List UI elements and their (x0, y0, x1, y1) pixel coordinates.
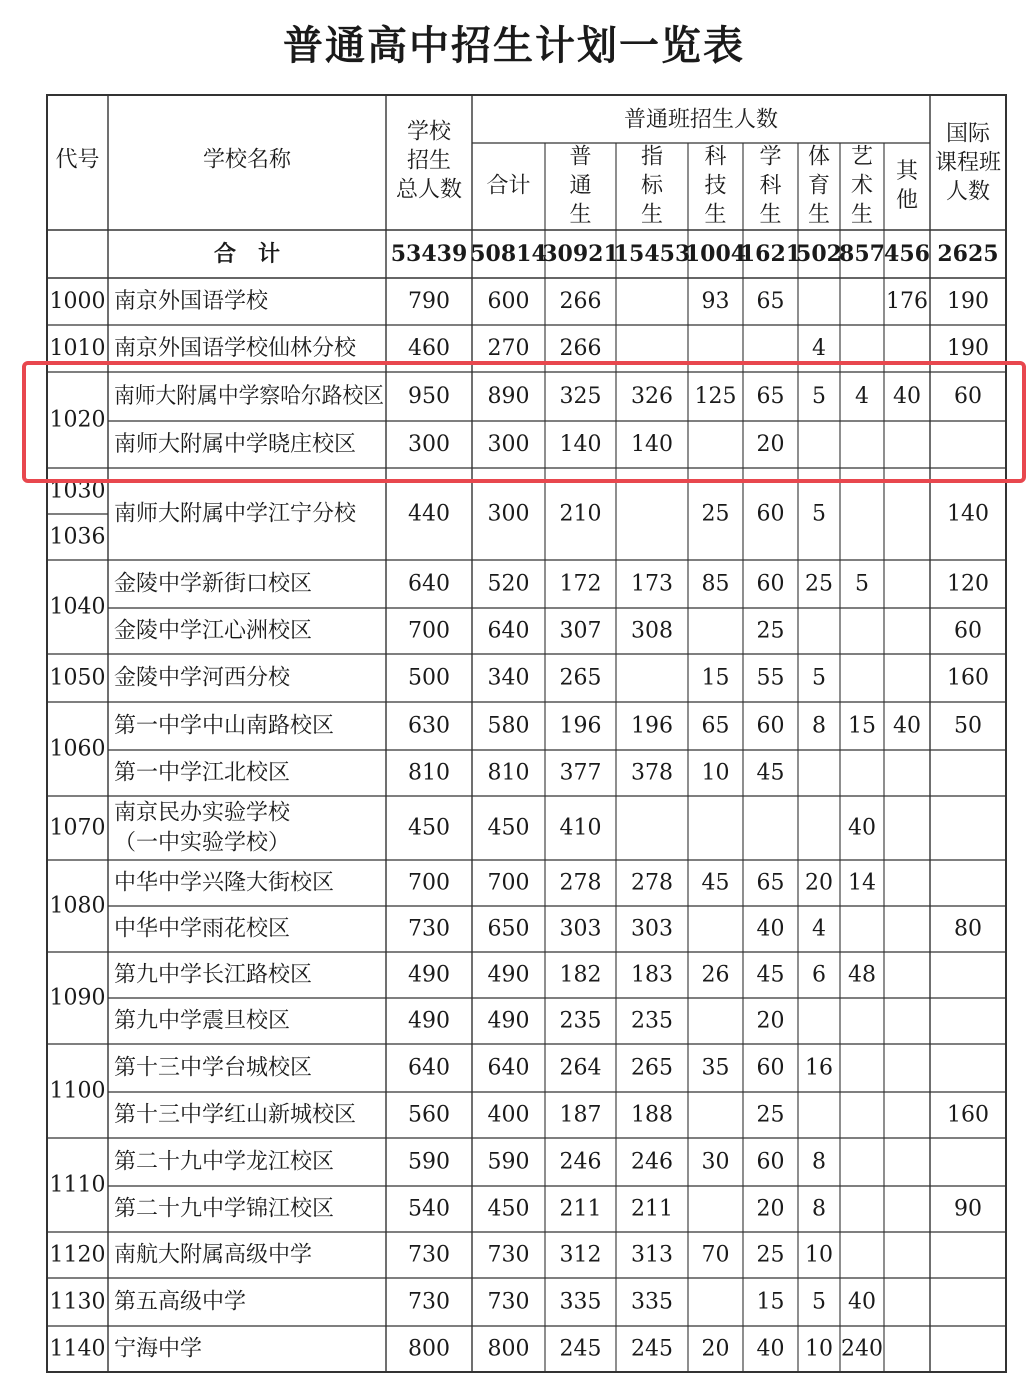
header-sub-line: 术 (850, 173, 874, 199)
row-value: 25 (756, 1242, 785, 1268)
row-value: 45 (756, 962, 785, 988)
sum-value: 50814 (470, 241, 547, 267)
row-value: 60 (756, 713, 785, 739)
header-sub-line: 艺 (850, 144, 874, 170)
row-school-name: 金陵中学河西分校 (114, 665, 291, 691)
header-sub-line: 技 (704, 173, 727, 199)
row-code: 1010 (49, 336, 106, 361)
row-value: 520 (487, 571, 530, 597)
row-value: 120 (947, 571, 989, 597)
row-value: 265 (559, 665, 602, 691)
header-regular-group: 普通班招生人数 (623, 107, 779, 133)
row-code: 1080 (49, 893, 106, 919)
row-value: 303 (631, 916, 673, 942)
row-value: 300 (487, 501, 530, 527)
row-school-name: 南航大附属高级中学 (114, 1242, 313, 1268)
row-value: 26 (701, 962, 730, 988)
row-value: 450 (487, 815, 530, 841)
row-value: 800 (487, 1336, 530, 1362)
header-sub-line: 其 (895, 159, 919, 184)
row-school-name: 南师大附属中学察哈尔路校区 (114, 384, 384, 409)
row-value: 173 (631, 571, 673, 597)
row-school-name: 第二十九中学锦江校区 (114, 1196, 335, 1222)
row-value: 950 (408, 384, 450, 409)
header-code: 代号 (55, 147, 100, 173)
sum-value: 456 (884, 241, 930, 267)
row-value: 650 (487, 916, 530, 942)
row-value: 730 (408, 916, 450, 942)
row-value: 8 (812, 1196, 826, 1222)
row-value: 35 (701, 1055, 730, 1081)
row-value: 235 (559, 1008, 602, 1034)
row-value: 245 (559, 1336, 602, 1362)
row-value: 264 (559, 1055, 602, 1081)
row-code: 1030 (49, 478, 106, 504)
row-code: 1020 (49, 407, 106, 433)
row-school-name: 南京外国语学校仙林分校 (114, 336, 357, 361)
header-sub-line: 生 (759, 202, 782, 228)
row-value: 303 (559, 916, 602, 942)
header-sub-line: 学 (759, 144, 782, 170)
header-total-line: 招生 (406, 148, 452, 174)
row-value: 25 (756, 618, 785, 644)
row-value: 10 (701, 760, 730, 786)
row-value: 50 (954, 713, 982, 739)
row-code: 1140 (49, 1336, 106, 1362)
row-value: 450 (487, 1196, 530, 1222)
header-sub-line: 生 (850, 202, 874, 228)
row-value: 460 (408, 336, 450, 361)
row-school-name: 南师大附属中学江宁分校 (114, 501, 357, 527)
row-value: 14 (848, 870, 876, 896)
row-value: 246 (631, 1149, 673, 1175)
row-value: 45 (701, 870, 730, 896)
row-value: 490 (487, 962, 530, 988)
row-value: 5 (812, 665, 826, 691)
row-value: 540 (408, 1196, 450, 1222)
row-value: 187 (559, 1102, 602, 1128)
row-value: 450 (408, 815, 450, 841)
row-value: 640 (487, 618, 530, 644)
row-value: 16 (805, 1055, 833, 1081)
row-school-name: 中华中学雨花校区 (114, 916, 291, 942)
row-value: 378 (631, 760, 673, 786)
row-value: 30 (701, 1149, 730, 1175)
row-value: 278 (631, 870, 673, 896)
row-value: 270 (487, 336, 530, 361)
row-value: 335 (559, 1289, 602, 1315)
header-sub-line: 体 (807, 144, 831, 170)
row-value: 700 (408, 870, 450, 896)
row-value: 600 (487, 289, 530, 314)
header-school-name: 学校名称 (202, 147, 292, 173)
row-value: 60 (756, 1055, 785, 1081)
row-value: 25 (805, 571, 833, 597)
row-value: 20 (756, 1196, 785, 1222)
row-value: 790 (408, 289, 450, 314)
row-value: 490 (408, 962, 450, 988)
row-value: 490 (487, 1008, 530, 1034)
header-sub-line: 他 (895, 188, 919, 213)
header-total-line: 学校 (406, 119, 452, 145)
row-value: 5 (812, 1289, 826, 1315)
header-total-line: 总人数 (395, 177, 463, 203)
header-sub-line: 生 (569, 202, 592, 228)
row-code: 1050 (49, 665, 106, 691)
row-value: 60 (954, 384, 982, 409)
header-sub-line: 科 (759, 173, 782, 199)
row-school-name: 第十三中学红山新城校区 (114, 1102, 357, 1128)
row-value: 266 (559, 289, 602, 314)
row-value: 335 (631, 1289, 673, 1315)
row-value: 307 (559, 618, 602, 644)
row-value: 182 (559, 962, 602, 988)
row-value: 40 (756, 1336, 785, 1362)
row-value: 246 (559, 1149, 602, 1175)
row-value: 48 (848, 962, 876, 988)
header-sub-line: 标 (640, 173, 664, 199)
row-value: 730 (487, 1289, 530, 1315)
row-school-name: 第一中学中山南路校区 (114, 713, 335, 739)
row-value: 60 (954, 618, 982, 644)
row-value: 55 (756, 665, 785, 691)
row-value: 10 (805, 1336, 833, 1362)
row-value: 176 (886, 289, 928, 314)
row-value: 211 (559, 1196, 602, 1222)
row-value: 8 (812, 713, 826, 739)
row-value: 211 (631, 1196, 673, 1222)
row-value: 190 (947, 336, 989, 361)
header-sub-line: 科 (704, 144, 727, 170)
row-value: 325 (559, 384, 602, 409)
row-value: 266 (559, 336, 602, 361)
row-value: 20 (701, 1336, 730, 1362)
header-sub-line: 通 (569, 173, 592, 199)
row-value: 172 (559, 571, 602, 597)
row-value: 196 (631, 713, 673, 739)
row-value: 65 (756, 289, 785, 314)
header-sub-line: 普 (569, 144, 592, 170)
row-value: 410 (559, 815, 602, 841)
row-school-name: 第一中学江北校区 (114, 760, 291, 786)
row-value: 40 (848, 815, 876, 841)
page-title: 普通高中招生计划一览表 (283, 22, 745, 69)
sum-value: 15453 (613, 241, 691, 267)
row-value: 265 (631, 1055, 673, 1081)
row-school-name: 南京民办实验学校 (114, 800, 291, 826)
row-code: 1036 (49, 524, 106, 550)
sum-value: 53439 (390, 241, 468, 267)
row-school-name: 宁海中学 (114, 1336, 203, 1362)
row-value: 640 (408, 571, 450, 597)
row-value: 125 (694, 384, 737, 409)
row-school-name: 第九中学长江路校区 (114, 962, 313, 988)
row-value: 25 (701, 501, 730, 527)
row-value: 490 (408, 1008, 450, 1034)
row-value: 90 (954, 1196, 982, 1222)
row-value: 640 (487, 1055, 530, 1081)
row-value: 40 (756, 916, 785, 942)
row-value: 60 (756, 571, 785, 597)
header-sub-line: 生 (640, 202, 664, 228)
row-code: 1110 (49, 1172, 106, 1198)
row-value: 188 (631, 1102, 673, 1128)
row-value: 278 (559, 870, 602, 896)
row-value: 300 (408, 432, 450, 457)
row-code: 1130 (49, 1289, 106, 1315)
row-school-name: 金陵中学江心洲校区 (114, 618, 313, 644)
row-value: 590 (487, 1149, 530, 1175)
header-subtotal: 合计 (486, 173, 531, 199)
sum-value: 1621 (739, 241, 802, 267)
row-value: 140 (947, 501, 989, 527)
row-value: 700 (487, 870, 530, 896)
row-value: 210 (559, 501, 602, 527)
sum-value: 857 (839, 241, 885, 267)
row-school-name: 第二十九中学龙江校区 (114, 1149, 335, 1175)
row-value: 700 (408, 618, 450, 644)
sum-value: 1004 (684, 241, 747, 267)
row-school-name: 南师大附属中学晓庄校区 (114, 432, 357, 457)
header-intl-line: 国际 (945, 121, 991, 147)
row-value: 65 (756, 384, 785, 409)
row-value: 4 (812, 916, 826, 942)
row-value: 20 (756, 1008, 785, 1034)
row-code: 1070 (49, 815, 106, 841)
row-value: 300 (487, 432, 530, 457)
row-school-name: 金陵中学新街口校区 (114, 571, 313, 597)
row-value: 80 (954, 916, 982, 942)
row-value: 15 (756, 1289, 785, 1315)
row-value: 5 (855, 571, 869, 597)
header-sub-line: 指 (640, 144, 664, 170)
row-value: 730 (487, 1242, 530, 1268)
header-sub-line: 生 (704, 202, 727, 228)
row-value: 245 (631, 1336, 673, 1362)
row-school-name-2: （一中实验学校） (114, 830, 291, 856)
row-value: 4 (812, 336, 826, 361)
sum-value: 2625 (937, 241, 999, 267)
row-value: 85 (701, 571, 730, 597)
row-value: 326 (631, 384, 673, 409)
row-value: 890 (487, 384, 530, 409)
row-value: 160 (947, 1102, 989, 1128)
row-value: 25 (756, 1102, 785, 1128)
sum-value: 30921 (542, 241, 619, 267)
row-value: 235 (631, 1008, 673, 1034)
row-value: 240 (841, 1336, 883, 1362)
row-school-name: 南京外国语学校 (114, 289, 269, 314)
row-value: 730 (408, 1242, 450, 1268)
row-value: 196 (559, 713, 602, 739)
row-value: 20 (756, 432, 785, 457)
row-value: 560 (408, 1102, 450, 1128)
row-value: 70 (701, 1242, 730, 1268)
row-value: 40 (848, 1289, 876, 1315)
row-school-name: 第五高级中学 (114, 1289, 247, 1315)
row-value: 40 (893, 713, 921, 739)
row-value: 190 (947, 289, 989, 314)
row-school-name: 中华中学兴隆大街校区 (114, 870, 335, 896)
row-code: 1100 (49, 1078, 106, 1104)
row-value: 312 (559, 1242, 602, 1268)
row-value: 65 (756, 870, 785, 896)
header-intl-line: 人数 (945, 179, 991, 205)
row-value: 60 (756, 1149, 785, 1175)
row-value: 800 (408, 1336, 450, 1362)
row-value: 810 (487, 760, 530, 786)
row-value: 93 (701, 289, 730, 314)
row-school-name: 第九中学震旦校区 (114, 1008, 291, 1034)
row-value: 45 (756, 760, 785, 786)
header-sub-line: 育 (807, 173, 831, 199)
row-value: 640 (408, 1055, 450, 1081)
row-school-name: 第十三中学台城校区 (114, 1055, 313, 1081)
sum-value: 502 (796, 241, 842, 267)
row-value: 500 (408, 665, 450, 691)
row-value: 15 (701, 665, 730, 691)
row-code: 1060 (49, 736, 106, 762)
row-value: 5 (812, 501, 826, 527)
row-value: 65 (701, 713, 730, 739)
row-value: 4 (855, 384, 869, 409)
row-value: 60 (756, 501, 785, 527)
row-value: 10 (805, 1242, 833, 1268)
row-code: 1000 (49, 289, 106, 314)
row-code: 1090 (49, 985, 106, 1011)
row-value: 730 (408, 1289, 450, 1315)
row-value: 377 (559, 760, 602, 786)
row-value: 810 (408, 760, 450, 786)
row-value: 183 (631, 962, 673, 988)
row-code: 1120 (49, 1242, 106, 1268)
row-value: 400 (487, 1102, 530, 1128)
row-value: 5 (812, 384, 826, 409)
row-value: 20 (805, 870, 833, 896)
row-value: 140 (631, 432, 673, 457)
row-value: 15 (848, 713, 876, 739)
row-value: 8 (812, 1149, 826, 1175)
row-value: 590 (408, 1149, 450, 1175)
row-code: 1040 (49, 594, 106, 620)
row-value: 6 (812, 962, 826, 988)
row-value: 140 (559, 432, 602, 457)
row-value: 630 (408, 713, 450, 739)
row-value: 340 (487, 665, 530, 691)
highlight-box (24, 363, 1024, 481)
header-intl-line: 课程班 (934, 150, 1002, 176)
header-sub-line: 生 (807, 202, 831, 228)
row-value: 40 (893, 384, 921, 409)
row-value: 308 (631, 618, 673, 644)
sum-label: 合 计 (213, 241, 281, 267)
row-value: 580 (487, 713, 530, 739)
row-value: 160 (947, 665, 989, 691)
row-value: 313 (631, 1242, 673, 1268)
row-value: 440 (408, 501, 450, 527)
